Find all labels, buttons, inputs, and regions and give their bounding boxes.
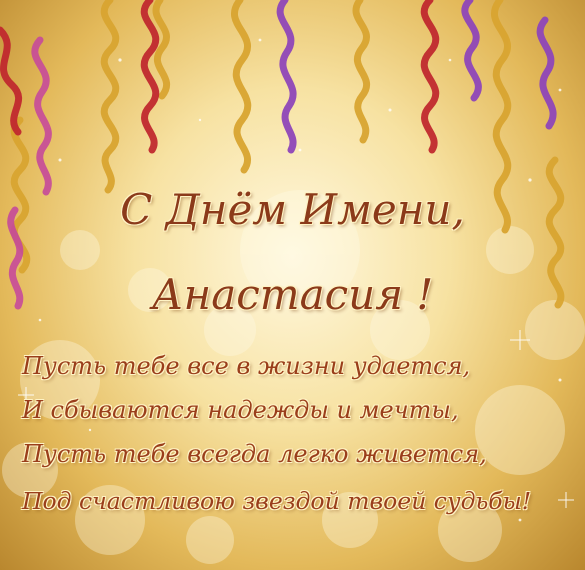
recipient-name: Анастасия !: [151, 270, 434, 319]
verse-line: Пусть тебе все в жизни удается,: [22, 352, 471, 380]
verse-line: Под счастливою звездой твоей судьбы!: [22, 487, 532, 515]
verse-line: И сбываются надежды и мечты,: [22, 396, 459, 424]
verse-line: Пусть тебе всегда легко живется,: [22, 440, 487, 468]
greeting-title: С Днём Имени,: [120, 185, 465, 234]
